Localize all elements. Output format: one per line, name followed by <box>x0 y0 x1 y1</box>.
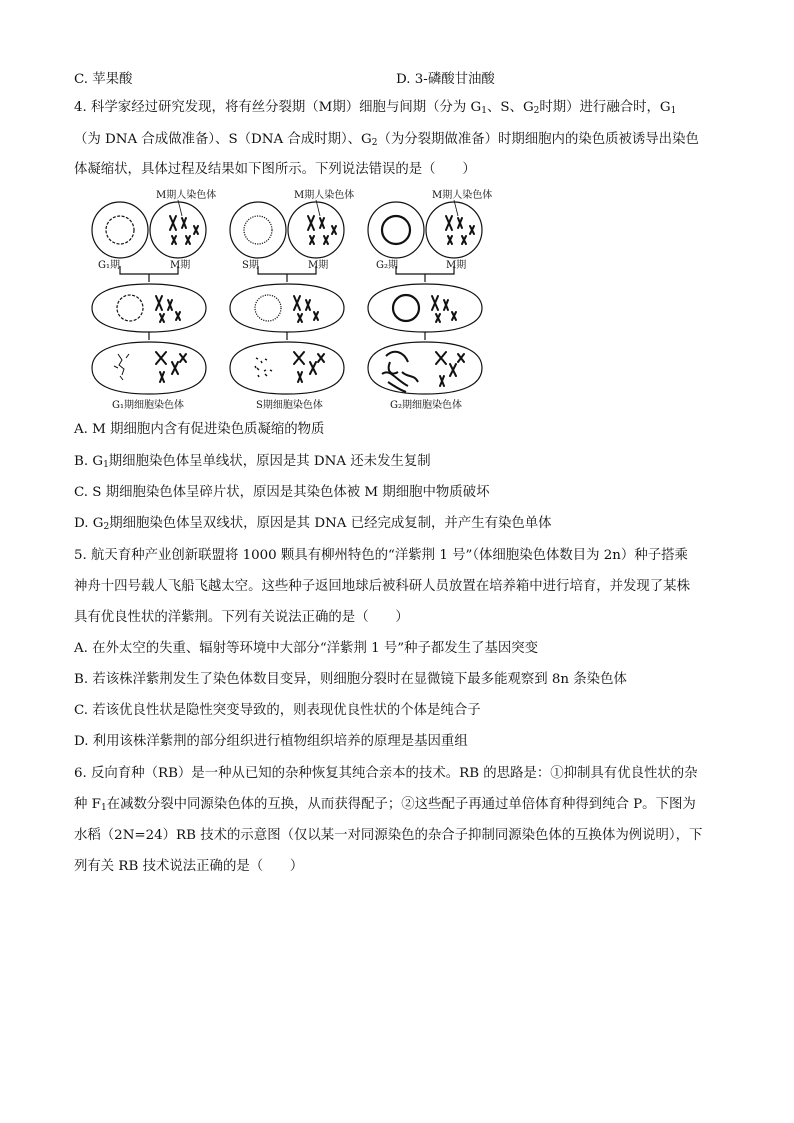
q5-option-c: C. 若该优良性状是隐性突变导致的，则表现优良性状的个体是纯合子 <box>74 703 481 718</box>
q4-option-a: A. M 期细胞内含有促进染色质凝缩的物质 <box>74 422 325 437</box>
q3-option-c: C. 苹果酸 <box>74 72 133 87</box>
m-phase-label-3: M期 <box>446 260 467 271</box>
g2-phase-label: G₂期 <box>376 260 398 271</box>
q5-option-a: A. 在外太空的失重、辐射等环境中大部分“洋紫荆 1 号”种子都发生了基因突变 <box>74 641 539 656</box>
q6-stem-line-4: 列有关 RB 技术说法正确的是（ ） <box>74 859 304 874</box>
q5-stem-line-1: 5. 航天育种产业创新联盟将 1000 颗具有柳州特色的“洋紫荆 1 号”（体细胞染色体数目为 2n）种子搭乘 <box>74 548 688 563</box>
q3-option-d: D. 3-磷酸甘油酸 <box>396 72 495 87</box>
q4-stem-line-1: 4. 科学家经过研究发现，将有丝分裂期（M期）细胞与间期（分为 $G_1$、S、$G_2$时期）进行融合时，$G_1$ <box>74 100 677 116</box>
q6-stem-line-2: 种 $F_1$在减数分裂中同源染色体的互换，从而获得配子；②这些配子再通过单倍体育种得到纯合 P。下图为 <box>74 797 696 813</box>
caption-g1-chromosomes: G₁期细胞染色体 <box>112 400 184 411</box>
q5-stem-line-2: 神舟十四号载人飞船飞越太空。这些种子返回地球后被科研人员放置在培养箱中进行培育，并发现了某株 <box>74 579 690 594</box>
q6-stem-line-1: 6. 反向育种（RB）是一种从已知的杂种恢复其纯合亲本的技术。RB 的思路是：①抑制具有优良性状的杂 <box>74 766 698 781</box>
caption-g2-chromosomes: G₂期细胞染色体 <box>390 400 462 411</box>
m-chromosome-label-3: M期人染色体 <box>432 190 493 201</box>
q5-option-b: B. 若该株洋紫荆发生了染色体数目变异，则细胞分裂时在显微镜下最多能观察到 8n 条染色体 <box>74 672 627 687</box>
g1-phase-label: G₁期 <box>98 260 120 271</box>
q6-stem-line-3: 水稻（2N=24）RB 技术的示意图（仅以某一对同源染色的杂合子抑制同源染色体的互换体为例说明），下 <box>74 828 703 843</box>
m-phase-label-2: M期 <box>308 260 329 271</box>
s-phase-label: S期 <box>242 260 259 271</box>
q4-stem-line-2: （为 DNA 合成做准备）、S（DNA 合成时期）、$G_2$（为分裂期做准备）时期细胞内的染色质被诱导出染色 <box>74 132 699 148</box>
q4-option-d: D. $G_2$期细胞染色体呈双线状，原因是其 DNA 已经完成复制，并产生有染色单体 <box>74 516 552 532</box>
m-chromosome-label-2: M期人染色体 <box>294 190 355 201</box>
q5-option-d: D. 利用该株洋紫荆的部分组织进行植物组织培养的原理是基因重组 <box>74 734 468 749</box>
m-chromosome-label-1: M期人染色体 <box>156 190 217 201</box>
q4-option-c: C. S 期细胞染色体呈碎片状，原因是其染色体被 M 期细胞中物质破坏 <box>74 485 490 500</box>
cell-fusion-figure <box>90 186 510 414</box>
q4-option-b: B. $G_1$期细胞染色体呈单线状，原因是其 DNA 还未发生复制 <box>74 454 431 470</box>
m-phase-label-1: M期 <box>170 260 191 271</box>
q4-stem-line-3: 体凝缩状，具体过程及结果如下图所示。下列说法错误的是（ ） <box>74 162 476 177</box>
caption-s-chromosomes: S期细胞染色体 <box>256 400 323 411</box>
q5-stem-line-3: 具有优良性状的洋紫荆。下列有关说法正确的是（ ） <box>74 610 409 625</box>
